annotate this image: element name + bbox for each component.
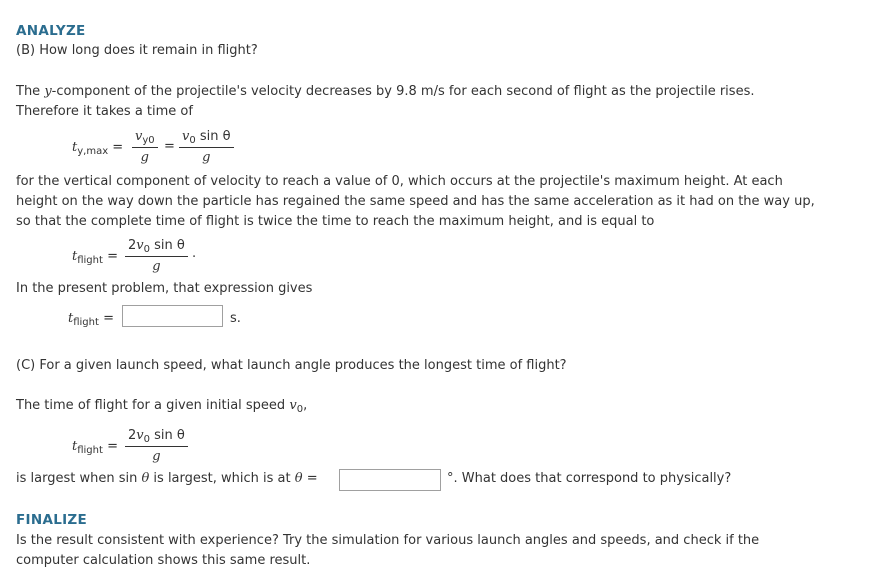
- launch-angle-input[interactable]: [339, 469, 441, 491]
- eq1-fraction-1: $\frac{v_{y0}}{g}$: [132, 129, 158, 166]
- finalize-heading: FINALIZE: [16, 512, 88, 528]
- present-problem-text: In the present problem, that expression gives: [16, 281, 313, 296]
- y-variable: y: [44, 84, 52, 99]
- physical-question-text: °. What does that correspond to physically?: [447, 471, 732, 486]
- eq3-lhs: $t_{flight}$ =: [72, 439, 118, 456]
- flight-time-explanation: for the vertical component of velocity to reach a value of 0, which occurs at the projectile's maximum height. At each height on the way down the particle has regained the same speed and has the same acceleration as it had on the way up, so that the complete time of flight is twice the time to reach the maximum height, and is equal to: [16, 174, 815, 229]
- finalize-text: Is the result consistent with experience? Try the simulation for various launch angles and speeds, and check if the computer calculation shows this same result.: [16, 533, 760, 568]
- velocity-explanation: The y-component of the projectile's velocity decreases by 9.8 m/s for each second of flight as the projectile rises. Therefore it takes a time of: [16, 84, 755, 119]
- eq2-period: .: [192, 246, 197, 261]
- eq2-lhs: $t_{flight}$ =: [72, 249, 118, 266]
- answer1-unit: s.: [230, 311, 241, 326]
- part-c-question: (C) For a given launch speed, what launch angle produces the longest time of flight?: [16, 358, 567, 373]
- initial-speed-text: The time of flight for a given initial speed $v_0$,: [16, 398, 308, 415]
- part-b-question: (B) How long does it remain in flight?: [16, 43, 258, 58]
- largest-sin-text: is largest when sin θ is largest, which is at θ =: [16, 471, 318, 486]
- answer1-label: $t_{flight}$ =: [68, 311, 114, 328]
- analyze-heading: ANALYZE: [16, 23, 86, 39]
- eq1-lhs: $t_{y,max}$ =: [72, 140, 124, 157]
- eq2-fraction: $\frac{2v_0 \sin \theta}{g}$: [125, 238, 188, 275]
- flight-time-input[interactable]: [122, 305, 223, 327]
- eq1-fraction-2: $\frac{v_0 \sin \theta}{g}$: [179, 129, 234, 166]
- eq3-fraction: $\frac{2v_0 \sin \theta}{g}$: [125, 428, 188, 465]
- eq1-equals: =: [164, 139, 175, 154]
